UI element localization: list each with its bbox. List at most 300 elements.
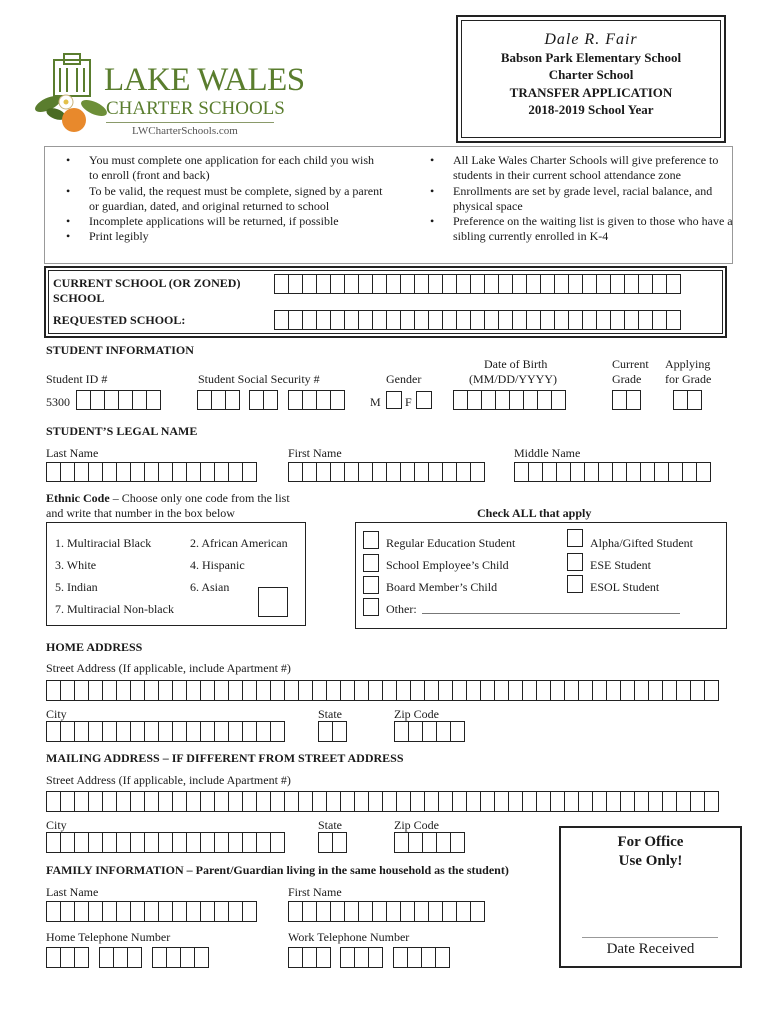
input-cell[interactable]	[687, 390, 702, 410]
input-cell[interactable]	[113, 947, 128, 968]
input-cell[interactable]	[302, 462, 317, 482]
input-cell[interactable]	[288, 310, 303, 330]
input-cell[interactable]	[318, 721, 333, 742]
input-cell[interactable]	[442, 901, 457, 922]
input-cell[interactable]	[270, 721, 285, 742]
input-cell[interactable]	[568, 274, 583, 294]
input-cell[interactable]	[386, 274, 401, 294]
input-cell[interactable]	[144, 901, 159, 922]
input-cell[interactable]	[316, 390, 331, 410]
input-cell[interactable]	[88, 462, 103, 482]
input-cell[interactable]	[556, 462, 571, 482]
input-cell[interactable]	[116, 680, 131, 701]
input-cell[interactable]	[186, 680, 201, 701]
input-cell[interactable]	[393, 947, 408, 968]
input-cell[interactable]	[442, 274, 457, 294]
input-cell[interactable]	[522, 791, 537, 812]
input-cell[interactable]	[690, 680, 705, 701]
input-cell[interactable]	[386, 310, 401, 330]
input-cell[interactable]	[498, 274, 513, 294]
input-cell[interactable]	[470, 462, 485, 482]
input-cell[interactable]	[298, 791, 313, 812]
input-cell[interactable]	[158, 680, 173, 701]
input-cell[interactable]	[88, 721, 103, 742]
input-cell[interactable]	[424, 791, 439, 812]
input-cell[interactable]	[396, 680, 411, 701]
input-cell[interactable]	[704, 680, 719, 701]
input-cell[interactable]	[638, 310, 653, 330]
input-cell[interactable]	[116, 791, 131, 812]
input-cell[interactable]	[242, 680, 257, 701]
input-cell[interactable]	[344, 462, 359, 482]
input-cell[interactable]	[509, 390, 524, 410]
input-cell[interactable]	[172, 901, 187, 922]
input-cell[interactable]	[298, 680, 313, 701]
input-cell[interactable]	[682, 462, 697, 482]
input-cell[interactable]	[332, 721, 347, 742]
applying-grade-input[interactable]	[673, 390, 701, 410]
input-cell[interactable]	[242, 462, 257, 482]
input-cell[interactable]	[274, 274, 289, 294]
input-cell[interactable]	[144, 721, 159, 742]
input-cell[interactable]	[344, 310, 359, 330]
input-cell[interactable]	[508, 680, 523, 701]
input-cell[interactable]	[526, 274, 541, 294]
input-cell[interactable]	[640, 462, 655, 482]
input-cell[interactable]	[498, 310, 513, 330]
input-cell[interactable]	[60, 680, 75, 701]
input-cell[interactable]	[104, 390, 119, 410]
input-cell[interactable]	[372, 901, 387, 922]
input-cell[interactable]	[172, 791, 187, 812]
input-cell[interactable]	[394, 832, 409, 853]
input-cell[interactable]	[512, 310, 527, 330]
input-cell[interactable]	[186, 791, 201, 812]
input-cell[interactable]	[284, 791, 299, 812]
input-cell[interactable]	[456, 462, 471, 482]
input-cell[interactable]	[470, 274, 485, 294]
input-cell[interactable]	[612, 390, 627, 410]
input-cell[interactable]	[564, 791, 579, 812]
input-cell[interactable]	[249, 390, 264, 410]
input-cell[interactable]	[523, 390, 538, 410]
input-cell[interactable]	[74, 721, 89, 742]
input-cell[interactable]	[99, 947, 114, 968]
input-cell[interactable]	[584, 462, 599, 482]
input-cell[interactable]	[354, 791, 369, 812]
input-cell[interactable]	[400, 274, 415, 294]
input-cell[interactable]	[470, 901, 485, 922]
home-phone-prefix-input[interactable]	[99, 947, 141, 968]
work-phone-line-input[interactable]	[393, 947, 449, 968]
input-cell[interactable]	[130, 721, 145, 742]
input-cell[interactable]	[526, 310, 541, 330]
input-cell[interactable]	[421, 947, 436, 968]
input-cell[interactable]	[302, 274, 317, 294]
input-cell[interactable]	[102, 791, 117, 812]
input-cell[interactable]	[76, 390, 91, 410]
mailing-city-input[interactable]	[46, 832, 284, 853]
input-cell[interactable]	[428, 310, 443, 330]
gender-m-checkbox[interactable]	[386, 391, 402, 409]
input-cell[interactable]	[540, 274, 555, 294]
input-cell[interactable]	[228, 680, 243, 701]
input-cell[interactable]	[330, 901, 345, 922]
input-cell[interactable]	[46, 791, 61, 812]
input-cell[interactable]	[578, 680, 593, 701]
input-cell[interactable]	[116, 901, 131, 922]
input-cell[interactable]	[146, 390, 161, 410]
input-cell[interactable]	[228, 832, 243, 853]
input-cell[interactable]	[481, 390, 496, 410]
input-cell[interactable]	[673, 390, 688, 410]
last-name-input[interactable]	[46, 462, 256, 482]
input-cell[interactable]	[200, 721, 215, 742]
input-cell[interactable]	[358, 901, 373, 922]
input-cell[interactable]	[228, 901, 243, 922]
parent-first-name-input[interactable]	[288, 901, 484, 922]
input-cell[interactable]	[422, 832, 437, 853]
input-cell[interactable]	[620, 680, 635, 701]
input-cell[interactable]	[550, 680, 565, 701]
input-cell[interactable]	[118, 390, 133, 410]
home-phone-line-input[interactable]	[152, 947, 208, 968]
input-cell[interactable]	[194, 947, 209, 968]
home-phone-area-input[interactable]	[46, 947, 88, 968]
input-cell[interactable]	[326, 791, 341, 812]
gifted-checkbox[interactable]	[567, 529, 583, 547]
input-cell[interactable]	[214, 721, 229, 742]
input-cell[interactable]	[180, 947, 195, 968]
current-grade-input[interactable]	[612, 390, 640, 410]
input-cell[interactable]	[330, 462, 345, 482]
input-cell[interactable]	[666, 310, 681, 330]
input-cell[interactable]	[88, 680, 103, 701]
input-cell[interactable]	[428, 274, 443, 294]
input-cell[interactable]	[214, 901, 229, 922]
input-cell[interactable]	[200, 832, 215, 853]
ssn-input-2[interactable]	[249, 390, 277, 410]
input-cell[interactable]	[46, 680, 61, 701]
input-cell[interactable]	[662, 680, 677, 701]
input-cell[interactable]	[508, 791, 523, 812]
input-cell[interactable]	[166, 947, 181, 968]
input-cell[interactable]	[494, 680, 509, 701]
input-cell[interactable]	[400, 462, 415, 482]
input-cell[interactable]	[438, 791, 453, 812]
input-cell[interactable]	[386, 462, 401, 482]
input-cell[interactable]	[225, 390, 240, 410]
input-cell[interactable]	[400, 310, 415, 330]
input-cell[interactable]	[424, 680, 439, 701]
input-cell[interactable]	[676, 791, 691, 812]
input-cell[interactable]	[288, 274, 303, 294]
input-cell[interactable]	[330, 310, 345, 330]
input-cell[interactable]	[256, 832, 271, 853]
input-cell[interactable]	[340, 791, 355, 812]
input-cell[interactable]	[102, 832, 117, 853]
input-cell[interactable]	[130, 901, 145, 922]
input-cell[interactable]	[624, 310, 639, 330]
input-cell[interactable]	[470, 310, 485, 330]
input-cell[interactable]	[242, 721, 257, 742]
input-cell[interactable]	[242, 791, 257, 812]
input-cell[interactable]	[354, 947, 369, 968]
home-state-input[interactable]	[318, 721, 346, 742]
input-cell[interactable]	[550, 791, 565, 812]
input-cell[interactable]	[144, 791, 159, 812]
input-cell[interactable]	[368, 947, 383, 968]
input-cell[interactable]	[60, 721, 75, 742]
input-cell[interactable]	[480, 791, 495, 812]
student-id-input[interactable]	[76, 390, 160, 410]
input-cell[interactable]	[612, 462, 627, 482]
input-cell[interactable]	[318, 832, 333, 853]
input-cell[interactable]	[450, 721, 465, 742]
input-cell[interactable]	[690, 791, 705, 812]
input-cell[interactable]	[326, 680, 341, 701]
input-cell[interactable]	[634, 680, 649, 701]
input-cell[interactable]	[263, 390, 278, 410]
input-cell[interactable]	[396, 791, 411, 812]
input-cell[interactable]	[172, 721, 187, 742]
input-cell[interactable]	[540, 310, 555, 330]
input-cell[interactable]	[288, 390, 303, 410]
input-cell[interactable]	[74, 462, 89, 482]
input-cell[interactable]	[130, 832, 145, 853]
input-cell[interactable]	[453, 390, 468, 410]
ssn-input-1[interactable]	[197, 390, 239, 410]
input-cell[interactable]	[46, 462, 61, 482]
input-cell[interactable]	[132, 390, 147, 410]
input-cell[interactable]	[214, 791, 229, 812]
input-cell[interactable]	[606, 680, 621, 701]
input-cell[interactable]	[442, 462, 457, 482]
input-cell[interactable]	[456, 274, 471, 294]
ssn-input-3[interactable]	[288, 390, 344, 410]
date-received-line[interactable]	[582, 937, 718, 938]
input-cell[interactable]	[340, 680, 355, 701]
input-cell[interactable]	[467, 390, 482, 410]
gender-f-checkbox[interactable]	[416, 391, 432, 409]
board-member-child-checkbox[interactable]	[363, 576, 379, 594]
input-cell[interactable]	[186, 832, 201, 853]
input-cell[interactable]	[316, 310, 331, 330]
input-cell[interactable]	[358, 462, 373, 482]
other-input[interactable]	[422, 613, 680, 614]
input-cell[interactable]	[564, 680, 579, 701]
input-cell[interactable]	[102, 680, 117, 701]
input-cell[interactable]	[172, 462, 187, 482]
input-cell[interactable]	[74, 680, 89, 701]
input-cell[interactable]	[624, 274, 639, 294]
input-cell[interactable]	[704, 791, 719, 812]
work-phone-area-input[interactable]	[288, 947, 330, 968]
input-cell[interactable]	[90, 390, 105, 410]
input-cell[interactable]	[214, 832, 229, 853]
input-cell[interactable]	[130, 791, 145, 812]
work-phone-prefix-input[interactable]	[340, 947, 382, 968]
input-cell[interactable]	[312, 680, 327, 701]
input-cell[interactable]	[514, 462, 529, 482]
input-cell[interactable]	[494, 791, 509, 812]
input-cell[interactable]	[537, 390, 552, 410]
input-cell[interactable]	[456, 901, 471, 922]
input-cell[interactable]	[288, 947, 303, 968]
input-cell[interactable]	[452, 680, 467, 701]
input-cell[interactable]	[330, 390, 345, 410]
input-cell[interactable]	[570, 462, 585, 482]
input-cell[interactable]	[428, 901, 443, 922]
input-cell[interactable]	[598, 462, 613, 482]
input-cell[interactable]	[200, 462, 215, 482]
input-cell[interactable]	[484, 310, 499, 330]
input-cell[interactable]	[414, 274, 429, 294]
input-cell[interactable]	[197, 390, 212, 410]
mailing-zip-input[interactable]	[394, 832, 464, 853]
input-cell[interactable]	[620, 791, 635, 812]
input-cell[interactable]	[88, 832, 103, 853]
input-cell[interactable]	[435, 947, 450, 968]
input-cell[interactable]	[386, 901, 401, 922]
input-cell[interactable]	[60, 901, 75, 922]
input-cell[interactable]	[144, 832, 159, 853]
input-cell[interactable]	[74, 947, 89, 968]
input-cell[interactable]	[372, 310, 387, 330]
input-cell[interactable]	[592, 680, 607, 701]
input-cell[interactable]	[414, 310, 429, 330]
input-cell[interactable]	[582, 310, 597, 330]
input-cell[interactable]	[288, 462, 303, 482]
middle-name-input[interactable]	[514, 462, 710, 482]
home-zip-input[interactable]	[394, 721, 464, 742]
input-cell[interactable]	[332, 832, 347, 853]
input-cell[interactable]	[344, 901, 359, 922]
input-cell[interactable]	[358, 274, 373, 294]
input-cell[interactable]	[46, 901, 61, 922]
input-cell[interactable]	[436, 721, 451, 742]
input-cell[interactable]	[422, 721, 437, 742]
input-cell[interactable]	[74, 791, 89, 812]
mailing-state-input[interactable]	[318, 832, 346, 853]
input-cell[interactable]	[316, 901, 331, 922]
input-cell[interactable]	[228, 721, 243, 742]
requested-school-input[interactable]	[274, 310, 680, 330]
input-cell[interactable]	[172, 680, 187, 701]
input-cell[interactable]	[88, 901, 103, 922]
mailing-street-input[interactable]	[46, 791, 718, 812]
input-cell[interactable]	[414, 901, 429, 922]
input-cell[interactable]	[666, 274, 681, 294]
input-cell[interactable]	[596, 274, 611, 294]
input-cell[interactable]	[495, 390, 510, 410]
input-cell[interactable]	[654, 462, 669, 482]
input-cell[interactable]	[116, 832, 131, 853]
input-cell[interactable]	[60, 947, 75, 968]
input-cell[interactable]	[626, 390, 641, 410]
input-cell[interactable]	[74, 832, 89, 853]
input-cell[interactable]	[228, 791, 243, 812]
input-cell[interactable]	[200, 901, 215, 922]
input-cell[interactable]	[256, 680, 271, 701]
input-cell[interactable]	[652, 310, 667, 330]
input-cell[interactable]	[554, 274, 569, 294]
input-cell[interactable]	[60, 832, 75, 853]
input-cell[interactable]	[130, 462, 145, 482]
input-cell[interactable]	[652, 274, 667, 294]
input-cell[interactable]	[606, 791, 621, 812]
input-cell[interactable]	[302, 947, 317, 968]
input-cell[interactable]	[158, 901, 173, 922]
input-cell[interactable]	[60, 791, 75, 812]
input-cell[interactable]	[74, 901, 89, 922]
input-cell[interactable]	[130, 680, 145, 701]
input-cell[interactable]	[528, 462, 543, 482]
input-cell[interactable]	[158, 462, 173, 482]
input-cell[interactable]	[60, 462, 75, 482]
input-cell[interactable]	[394, 721, 409, 742]
input-cell[interactable]	[372, 462, 387, 482]
input-cell[interactable]	[436, 832, 451, 853]
input-cell[interactable]	[152, 947, 167, 968]
input-cell[interactable]	[368, 791, 383, 812]
input-cell[interactable]	[270, 832, 285, 853]
input-cell[interactable]	[676, 680, 691, 701]
input-cell[interactable]	[368, 680, 383, 701]
input-cell[interactable]	[158, 791, 173, 812]
parent-last-name-input[interactable]	[46, 901, 256, 922]
input-cell[interactable]	[648, 680, 663, 701]
input-cell[interactable]	[428, 462, 443, 482]
input-cell[interactable]	[102, 721, 117, 742]
input-cell[interactable]	[228, 462, 243, 482]
input-cell[interactable]	[316, 274, 331, 294]
input-cell[interactable]	[302, 390, 317, 410]
input-cell[interactable]	[542, 462, 557, 482]
input-cell[interactable]	[312, 791, 327, 812]
input-cell[interactable]	[358, 310, 373, 330]
first-name-input[interactable]	[288, 462, 484, 482]
ese-checkbox[interactable]	[567, 553, 583, 571]
input-cell[interactable]	[480, 680, 495, 701]
input-cell[interactable]	[340, 947, 355, 968]
current-school-input[interactable]	[274, 274, 680, 294]
input-cell[interactable]	[302, 310, 317, 330]
input-cell[interactable]	[407, 947, 422, 968]
input-cell[interactable]	[438, 680, 453, 701]
input-cell[interactable]	[200, 791, 215, 812]
input-cell[interactable]	[242, 832, 257, 853]
ethnic-code-input[interactable]	[258, 587, 288, 617]
input-cell[interactable]	[408, 832, 423, 853]
input-cell[interactable]	[592, 791, 607, 812]
input-cell[interactable]	[536, 680, 551, 701]
input-cell[interactable]	[256, 721, 271, 742]
input-cell[interactable]	[144, 680, 159, 701]
input-cell[interactable]	[484, 274, 499, 294]
input-cell[interactable]	[116, 721, 131, 742]
employee-child-checkbox[interactable]	[363, 554, 379, 572]
home-street-input[interactable]	[46, 680, 718, 701]
input-cell[interactable]	[578, 791, 593, 812]
input-cell[interactable]	[316, 462, 331, 482]
input-cell[interactable]	[568, 310, 583, 330]
input-cell[interactable]	[214, 680, 229, 701]
input-cell[interactable]	[288, 901, 303, 922]
input-cell[interactable]	[554, 310, 569, 330]
input-cell[interactable]	[408, 721, 423, 742]
input-cell[interactable]	[284, 680, 299, 701]
